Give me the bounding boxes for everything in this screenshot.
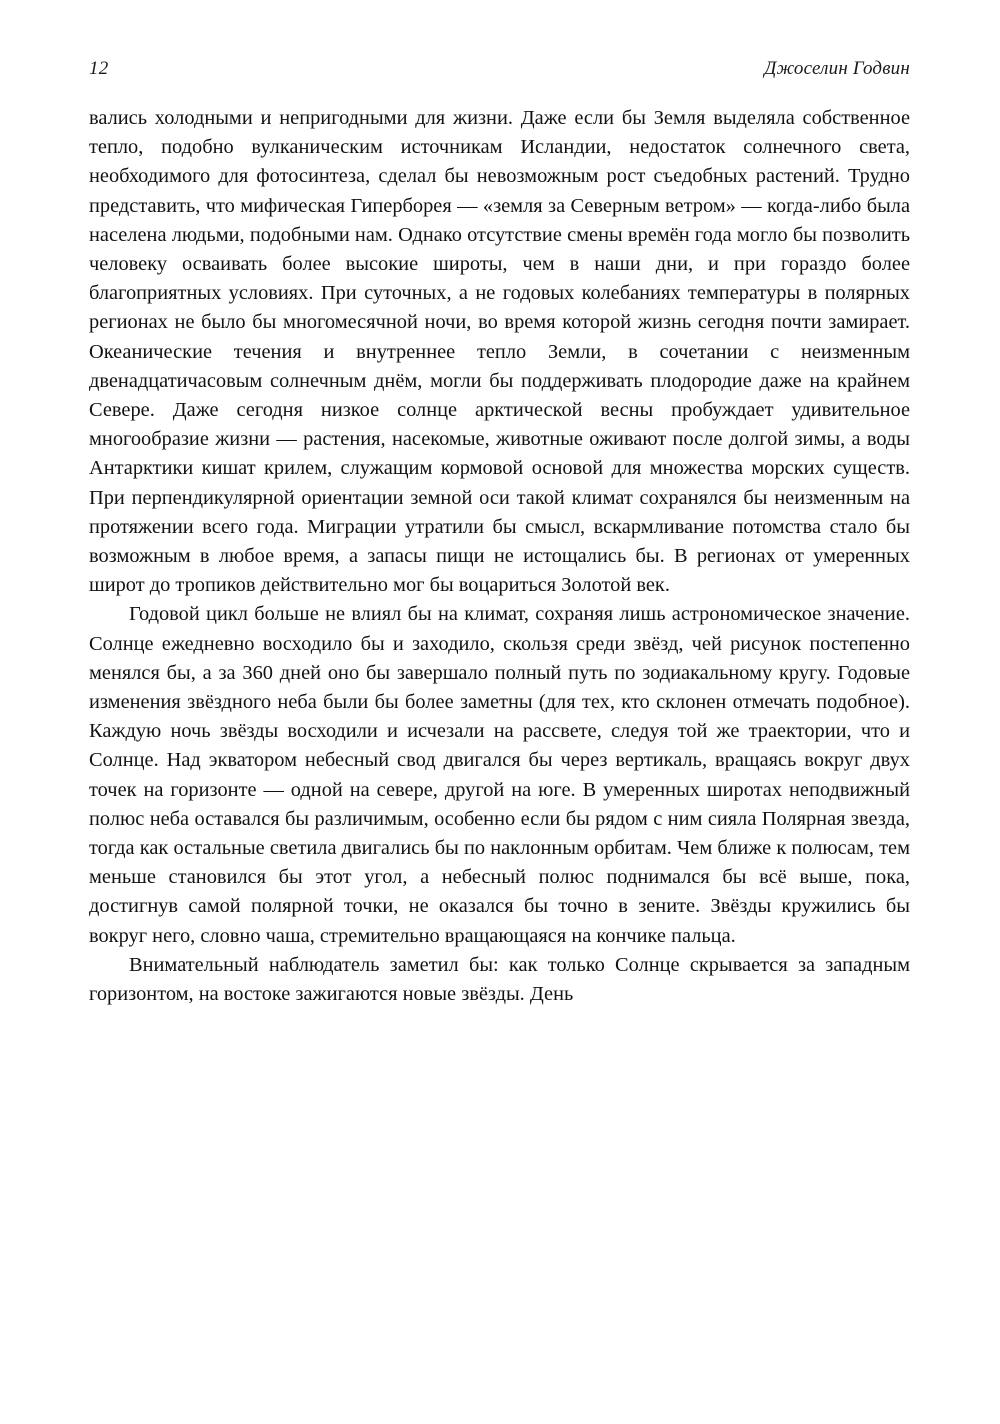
page-number: 12 <box>89 58 109 79</box>
paragraph: вались холодными и непригодными для жизни. Даже если бы Земля выделяла собственное тепло, подобно вулканическим источникам Исландии, недостаток солнечного света, необходимого для фотосинтеза, сделал бы невозможным рост съедобных растений. Трудно представить, что мифическая Гиперборея — «земля за Северным ветром» — когда-либо была населена людьми, подобными нам. Однако отсутствие смены времён года могло бы позволить человеку осваивать более высокие широты, чем в наши дни, и при гораздо более благоприятных условиях. При суточных, а не годовых колебаниях температуры в полярных регионах не было бы многомесячной ночи, во время которой жизнь сегодня почти замирает. Океанические течения и внутреннее тепло Земли, в сочетании с неизменным двенадцатичасовым солнечным днём, могли бы поддерживать плодородие даже на крайнем Севере. Даже сегодня низкое солнце арктической весны пробуждает удивительное многообразие жизни — растения, насекомые, животные оживают после долгой зимы, а воды Антарктики кишат крилем, служащим кормовой основой для множества морских существ. При перпендикулярной ориентации земной оси такой климат сохранялся бы неизменным на протяжении всего года. Миграции утратили бы смысл, вскармливание потомства стало бы возможным в любое время, а запасы пищи не истощались бы. В регионах от умеренных широт до тропиков действительно мог бы воцариться Золотой век. <box>89 107 910 597</box>
paragraph: Внимательный наблюдатель заметил бы: как только Солнце скрывается за западным горизонтом, на востоке зажигаются новые звёзды. День <box>89 953 910 1006</box>
running-head <box>89 58 910 86</box>
paragraph: Годовой цикл больше не влиял бы на климат, сохраняя лишь астрономическое значение. Солнце ежедневно восходило бы и заходило, скользя среди звёзд, чей рисунок постепенно менялся бы, а за 360 дней оно бы завершало полный путь по зодиакальному кругу. Годовые изменения звёздного неба были бы более заметны (для тех, кто склонен отмечать подобное). Каждую ночь звёзды восходили и исчезали на рассвете, следуя той же траектории, что и Солнце. Над экватором небесный свод двигался бы через вертикаль, вращаясь вокруг двух точек на горизонте — одной на севере, другой на юге. В умеренных широтах неподвижный полюс неба оставался бы различимым, особенно если бы рядом с ним сияла Полярная звезда, тогда как остальные светила двигались бы по наклонным орбитам. Чем ближе к полюсам, тем меньше становился бы этот угол, а небесный полюс поднимался бы всё выше, пока, достигнув самой полярной точки, не оказался бы точно в зените. Звёзды кружились бы вокруг него, словно чаша, стремительно вращающаяся на кончике пальца. <box>89 603 910 947</box>
body-text <box>89 104 910 1009</box>
running-head-author: Джоселин Годвин <box>764 58 910 79</box>
